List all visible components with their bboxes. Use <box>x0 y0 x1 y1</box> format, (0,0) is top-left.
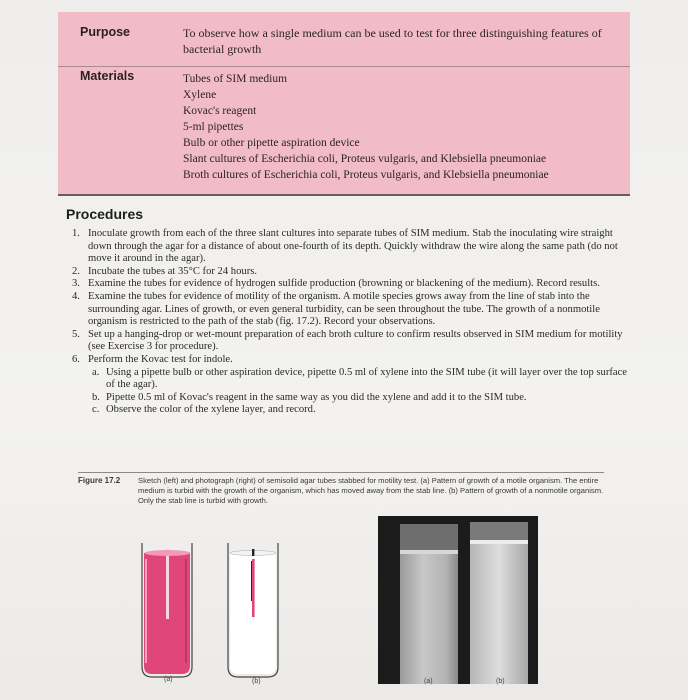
photo-image <box>378 516 538 684</box>
sketch-label-b: (b) <box>252 678 261 685</box>
purpose-label: Purpose <box>80 25 131 39</box>
step-number: 4. <box>72 290 80 302</box>
material-item: 5-ml pipettes <box>183 121 244 133</box>
sketch-label-a: (a) <box>164 676 173 683</box>
materials-label: Materials <box>80 69 135 83</box>
material-item: Bulb or other pipette aspiration device <box>183 137 360 149</box>
tube-b-sketch <box>228 543 278 677</box>
procedure-substep <box>72 392 632 405</box>
figure-rule <box>78 472 604 473</box>
substep-letter: b. <box>92 391 100 403</box>
procedures-heading: Procedures <box>66 206 144 222</box>
tube-sketch <box>140 535 290 685</box>
procedure-step <box>72 278 632 291</box>
step-number: 2. <box>72 265 80 277</box>
step-text: Perform the Kovac test for indole. <box>88 353 233 365</box>
procedure-step <box>72 329 632 354</box>
step-number: 6. <box>72 353 80 365</box>
substep-letter: a. <box>92 366 100 378</box>
procedure-step <box>72 228 632 266</box>
box-divider <box>58 66 630 67</box>
step-text: Examine the tubes for evidence of motility of the organism. A motile species grows away from the line of stab into the surrounding agar. Lines of growth, or even general turbidity, can be seen throughout the tube. The growth of a nonmotile organism is restricted to the path of the stab (fig. 17.2). Record your observations. <box>88 290 600 328</box>
material-item: Broth cultures of Escherichia coli, Proteus vulgaris, and Klebsiella pneumoniae <box>183 169 549 181</box>
procedure-substep <box>72 404 632 417</box>
substep-text: Observe the color of the xylene layer, and record. <box>106 404 316 416</box>
procedure-step <box>72 291 632 329</box>
figure-label: Figure 17.2 <box>78 476 121 485</box>
photo-label-b: (b) <box>496 678 505 685</box>
tube-photograph <box>378 516 538 684</box>
step-text: Examine the tubes for evidence of hydrogen sulfide production (browning or blackening of the medium). Record results. <box>88 278 600 290</box>
step-number: 5. <box>72 328 80 340</box>
procedure-step <box>72 354 632 367</box>
material-item: Slant cultures of Escherichia coli, Proteus vulgaris, and Klebsiella pneumoniae <box>183 153 547 165</box>
material-item: Kovac's reagent <box>183 105 257 117</box>
substep-letter: c. <box>92 404 100 416</box>
figure-caption <box>78 476 604 506</box>
photo-label-a: (a) <box>424 678 433 685</box>
step-number: 3. <box>72 278 80 290</box>
procedures-list <box>72 228 632 417</box>
figure-caption-text: Sketch (left) and photograph (right) of semisolid agar tubes stabbed for motility test. (a) Pattern of growth of a motile organism. The entire medium is turbid with the growth of the organism, which has moved away from the stab line. (b) Pattern of growth of a nonmotile organism. Only the stab line is turbid with growth. <box>138 476 604 505</box>
step-number: 1. <box>72 228 80 239</box>
purpose-text: To observe how a single medium can be used to test for three distinguishing features of bacterial growth <box>183 26 602 56</box>
substep-text: Using a pipette bulb or other aspiration device, pipette 0.5 ml of xylene into the SIM tube (it will layer over the top surface of the agar). <box>106 366 628 391</box>
step-text: Incubate the tubes at 35°C for 24 hours. <box>88 265 257 277</box>
step-text: Inoculate growth from each of the three slant cultures into separate tubes of SIM medium. Stab the inoculating wire straight down through the agar for a distance of about one-fourth of its depth. Quickly withdraw the wire along the same path (do not move it around in the agar). <box>88 228 618 265</box>
materials-list <box>183 71 613 183</box>
material-item: Tubes of SIM medium <box>183 73 288 85</box>
procedure-substep <box>72 367 632 392</box>
step-text: Set up a hanging-drop or wet-mount preparation of each broth culture to confirm results observed in SIM medium for motility (see Exercise 3 for procedure). <box>88 328 623 353</box>
substep-text: Pipette 0.5 ml of Kovac's reagent in the same way as you did the xylene and add it to the SIM tube. <box>106 391 527 403</box>
procedure-step <box>72 266 632 279</box>
material-item: Xylene <box>183 89 217 101</box>
tube-a-sketch <box>142 543 192 677</box>
